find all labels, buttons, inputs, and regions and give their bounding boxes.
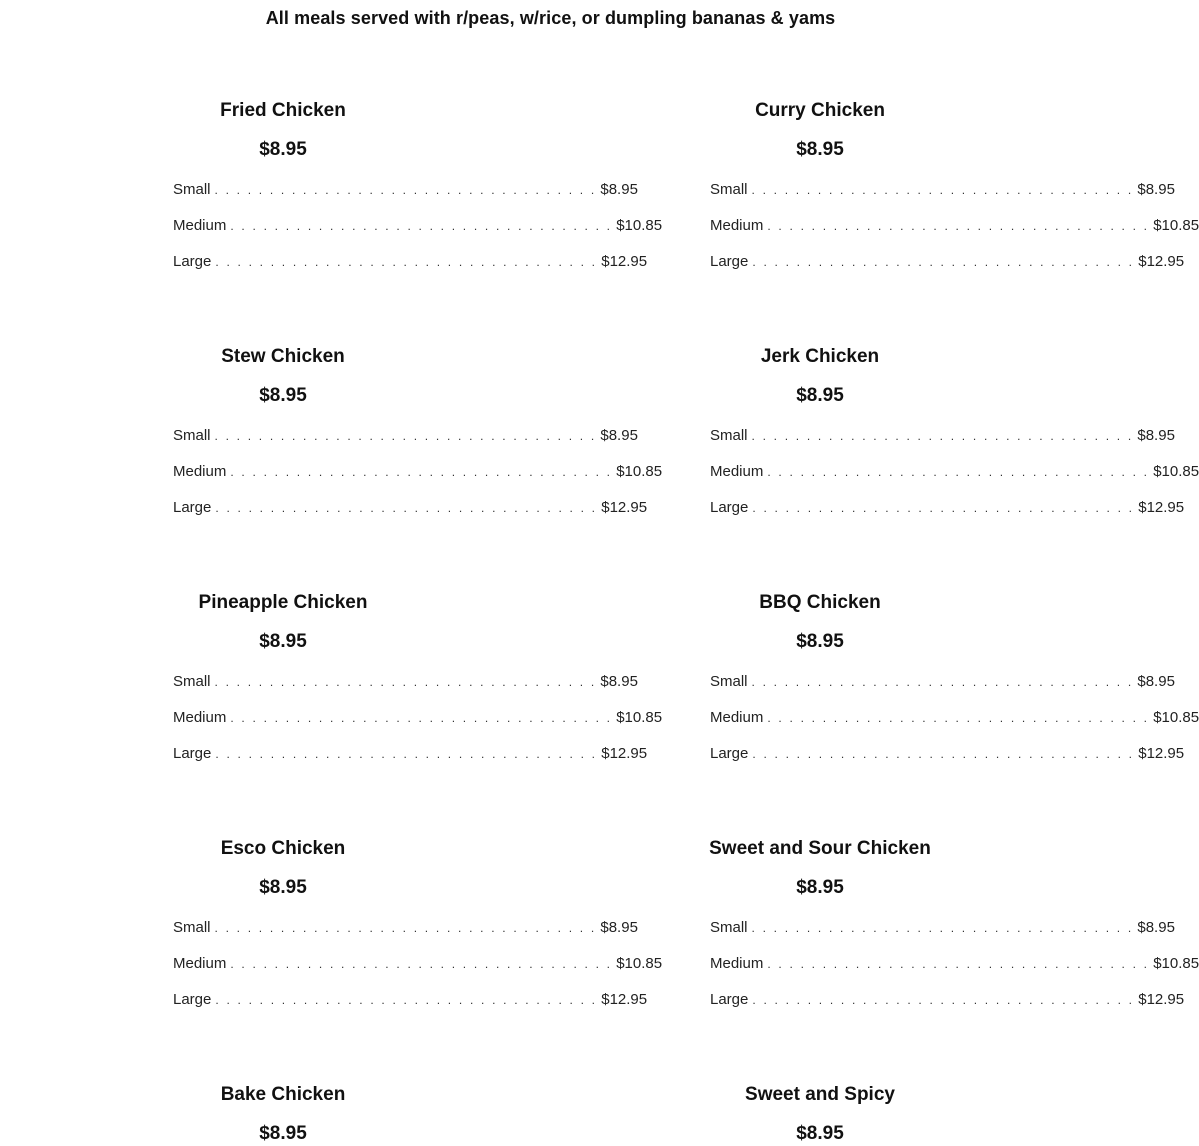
size-price: $10.85 xyxy=(1153,709,1199,726)
dotted-leader: . . . . . . . . . . . . . . . . . . . . . . . . . . . . . . . . . . . xyxy=(751,183,1134,197)
dotted-leader: . . . . . . . . . . . . . . . . . . . . . . . . . . . . . . . . . . . xyxy=(214,183,597,197)
menu-item-price: $8.95 xyxy=(259,631,307,652)
size-price: $12.95 xyxy=(1138,499,1185,516)
size-price-row xyxy=(173,216,663,236)
size-label: Large xyxy=(710,499,749,516)
menu-item-name: Esco Chicken xyxy=(220,838,346,859)
size-label: Medium xyxy=(710,955,764,972)
size-label: Medium xyxy=(173,217,227,234)
dotted-leader: . . . . . . . . . . . . . . . . . . . . . . . . . . . . . . . . . . . xyxy=(215,501,598,515)
dotted-leader: . . . . . . . . . . . . . . . . . . . . . . . . . . . . . . . . . . . xyxy=(214,675,597,689)
dotted-leader: . . . . . . . . . . . . . . . . . . . . . . . . . . . . . . . . . . . xyxy=(215,993,598,1007)
menu-item-price: $8.95 xyxy=(796,877,844,898)
size-price-row xyxy=(173,462,663,482)
size-price: $10.85 xyxy=(1153,463,1199,480)
size-price: $12.95 xyxy=(601,745,648,762)
dotted-leader: . . . . . . . . . . . . . . . . . . . . . . . . . . . . . . . . . . . xyxy=(215,747,598,761)
size-price: $12.95 xyxy=(601,499,648,516)
menu-item-name: Jerk Chicken xyxy=(760,346,880,367)
size-label: Large xyxy=(710,991,749,1008)
size-label: Small xyxy=(173,673,211,690)
size-label: Small xyxy=(710,919,748,936)
size-price-row xyxy=(173,252,648,272)
dotted-leader: . . . . . . . . . . . . . . . . . . . . . . . . . . . . . . . . . . . xyxy=(751,921,1134,935)
dotted-leader: . . . . . . . . . . . . . . . . . . . . . . . . . . . . . . . . . . . xyxy=(751,429,1134,443)
menu-item-name: Pineapple Chicken xyxy=(198,592,368,613)
size-price-row xyxy=(710,498,1185,518)
dotted-leader: . . . . . . . . . . . . . . . . . . . . . . . . . . . . . . . . . . . xyxy=(751,675,1134,689)
dotted-leader: . . . . . . . . . . . . . . . . . . . . . . . . . . . . . . . . . . . xyxy=(752,501,1135,515)
size-price: $10.85 xyxy=(616,709,663,726)
dotted-leader: . . . . . . . . . . . . . . . . . . . . . . . . . . . . . . . . . . . xyxy=(215,255,598,269)
size-price: $10.85 xyxy=(1153,217,1199,234)
size-price: $10.85 xyxy=(616,463,663,480)
size-label: Large xyxy=(173,253,212,270)
menu-item-name: Sweet and Sour Chicken xyxy=(709,838,931,859)
dotted-leader: . . . . . . . . . . . . . . . . . . . . . . . . . . . . . . . . . . . xyxy=(767,219,1150,233)
size-price-row xyxy=(173,918,638,938)
size-price: $12.95 xyxy=(601,991,648,1008)
size-label: Medium xyxy=(173,955,227,972)
dotted-leader: . . . . . . . . . . . . . . . . . . . . . . . . . . . . . . . . . . . xyxy=(767,711,1150,725)
size-price-row xyxy=(710,252,1185,272)
size-label: Small xyxy=(173,181,211,198)
size-price-row xyxy=(710,708,1199,728)
size-label: Small xyxy=(710,673,748,690)
dotted-leader: . . . . . . . . . . . . . . . . . . . . . . . . . . . . . . . . . . . xyxy=(230,711,613,725)
size-price: $12.95 xyxy=(1138,745,1185,762)
size-label: Medium xyxy=(173,709,227,726)
menu-item-name: Fried Chicken xyxy=(220,100,346,121)
dotted-leader: . . . . . . . . . . . . . . . . . . . . . . . . . . . . . . . . . . . xyxy=(230,219,613,233)
size-price: $8.95 xyxy=(1137,673,1175,690)
size-price-row xyxy=(710,744,1185,764)
size-price: $8.95 xyxy=(600,181,638,198)
menu-item-price: $8.95 xyxy=(796,631,844,652)
size-label: Large xyxy=(710,745,749,762)
size-price-row xyxy=(710,672,1175,692)
size-price-row xyxy=(173,954,663,974)
size-price: $8.95 xyxy=(600,673,638,690)
size-label: Large xyxy=(173,991,212,1008)
size-price: $12.95 xyxy=(601,253,648,270)
menu-item-name: BBQ Chicken xyxy=(759,592,881,613)
size-price: $10.85 xyxy=(616,217,663,234)
size-price: $8.95 xyxy=(1137,427,1175,444)
dotted-leader: . . . . . . . . . . . . . . . . . . . . . . . . . . . . . . . . . . . xyxy=(767,465,1150,479)
size-price: $10.85 xyxy=(1153,955,1199,972)
size-price: $8.95 xyxy=(1137,919,1175,936)
size-price-row xyxy=(710,990,1185,1010)
size-label: Medium xyxy=(710,709,764,726)
size-price: $8.95 xyxy=(600,427,638,444)
menu-item-name: Bake Chicken xyxy=(220,1084,346,1105)
size-label: Small xyxy=(710,427,748,444)
menu-item-price: $8.95 xyxy=(796,1123,844,1144)
menu-item-price: $8.95 xyxy=(259,877,307,898)
size-price-row xyxy=(710,426,1175,446)
menu-item-price: $8.95 xyxy=(259,385,307,406)
dotted-leader: . . . . . . . . . . . . . . . . . . . . . . . . . . . . . . . . . . . xyxy=(214,921,597,935)
dotted-leader: . . . . . . . . . . . . . . . . . . . . . . . . . . . . . . . . . . . xyxy=(230,957,613,971)
size-label: Large xyxy=(173,499,212,516)
size-label: Medium xyxy=(710,463,764,480)
size-label: Large xyxy=(710,253,749,270)
size-price-row xyxy=(173,990,648,1010)
size-price-row xyxy=(173,672,638,692)
menu-item-price: $8.95 xyxy=(796,139,844,160)
dotted-leader: . . . . . . . . . . . . . . . . . . . . . . . . . . . . . . . . . . . xyxy=(752,993,1135,1007)
size-price-row xyxy=(710,462,1199,482)
size-price-row xyxy=(173,708,663,728)
size-price-row xyxy=(710,180,1175,200)
menu-item-name: Sweet and Spicy xyxy=(745,1084,895,1105)
dotted-leader: . . . . . . . . . . . . . . . . . . . . . . . . . . . . . . . . . . . xyxy=(767,957,1150,971)
menu-item-price: $8.95 xyxy=(259,1123,307,1144)
size-price-row xyxy=(173,426,638,446)
dotted-leader: . . . . . . . . . . . . . . . . . . . . . . . . . . . . . . . . . . . xyxy=(752,747,1135,761)
size-label: Small xyxy=(173,427,211,444)
size-label: Small xyxy=(173,919,211,936)
size-price-row xyxy=(173,498,648,518)
size-price-row xyxy=(173,180,638,200)
size-label: Large xyxy=(173,745,212,762)
size-price: $10.85 xyxy=(616,955,663,972)
size-price-row xyxy=(710,216,1199,236)
menu-item-name: Curry Chicken xyxy=(755,100,885,121)
size-price-row xyxy=(173,744,648,764)
menu-item-price: $8.95 xyxy=(796,385,844,406)
size-label: Medium xyxy=(710,217,764,234)
size-label: Medium xyxy=(173,463,227,480)
size-price: $8.95 xyxy=(600,919,638,936)
dotted-leader: . . . . . . . . . . . . . . . . . . . . . . . . . . . . . . . . . . . xyxy=(214,429,597,443)
size-price-row xyxy=(710,918,1175,938)
dotted-leader: . . . . . . . . . . . . . . . . . . . . . . . . . . . . . . . . . . . xyxy=(752,255,1135,269)
dotted-leader: . . . . . . . . . . . . . . . . . . . . . . . . . . . . . . . . . . . xyxy=(230,465,613,479)
size-price: $8.95 xyxy=(1137,181,1175,198)
menu-item-name: Stew Chicken xyxy=(221,346,345,367)
size-price: $12.95 xyxy=(1138,253,1185,270)
menu-item-price: $8.95 xyxy=(259,139,307,160)
size-price: $12.95 xyxy=(1138,991,1185,1008)
menu-header-note: All meals served with r/peas, w/rice, or dumpling bananas & yams xyxy=(265,8,836,28)
size-price-row xyxy=(710,954,1199,974)
size-label: Small xyxy=(710,181,748,198)
